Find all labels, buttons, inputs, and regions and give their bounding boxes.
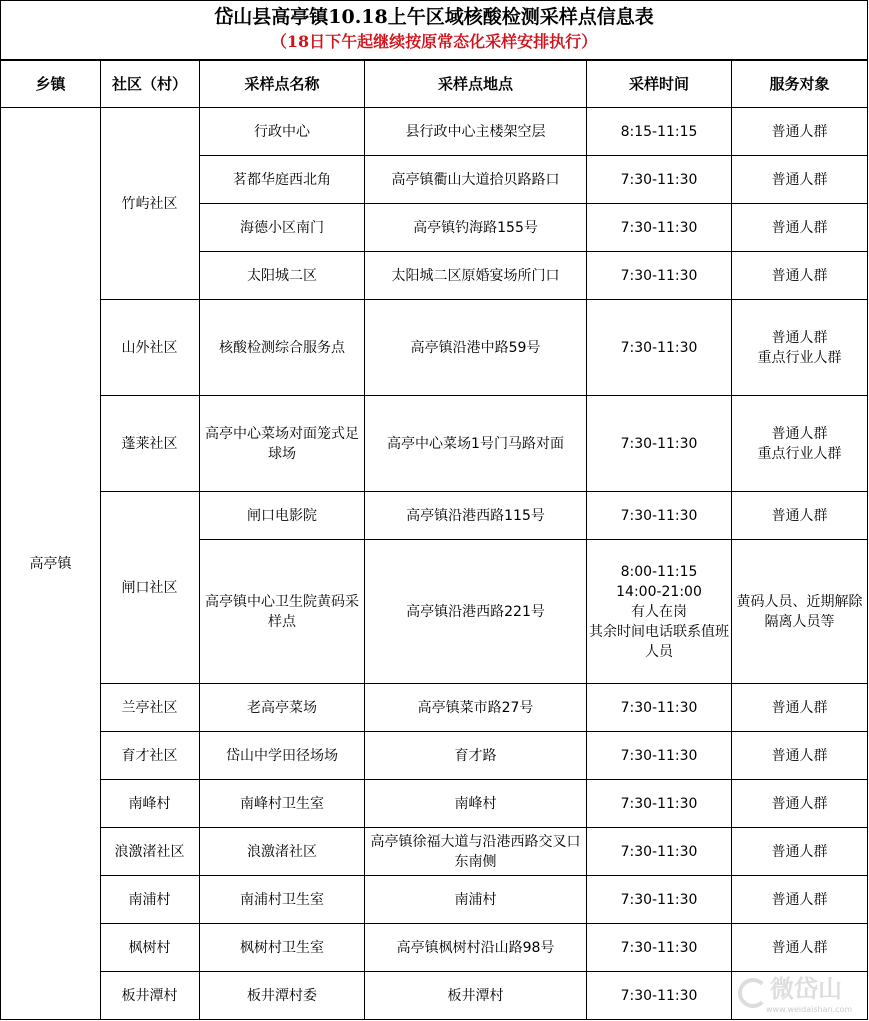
time-line: 7:30-11:30 xyxy=(620,339,698,356)
target-cell xyxy=(732,204,868,252)
community-cell: 兰亭社区 xyxy=(100,684,200,732)
time-cell xyxy=(587,204,732,252)
community-cell: 育才社区 xyxy=(100,732,200,780)
site-name-cell: 枫树村卫生室 xyxy=(200,924,365,972)
site-address-cell: 县行政中心主楼架空层 xyxy=(365,108,587,156)
target-cell xyxy=(732,780,868,828)
site-name-cell: 浪激渚社区 xyxy=(200,828,365,876)
time-cell xyxy=(587,972,732,1020)
time-line: 7:30-11:30 xyxy=(620,795,698,812)
target-line: 普通人群 xyxy=(771,329,828,346)
table-title: 岱山县高亭镇10.18上午区域核酸检测采样点信息表 xyxy=(214,6,654,28)
time-cell xyxy=(587,684,732,732)
time-cell xyxy=(587,924,732,972)
time-cell xyxy=(587,492,732,540)
town-cell: 高亭镇 xyxy=(0,108,101,1020)
site-name-cell: 茗都华庭西北角 xyxy=(200,156,365,204)
site-address-cell: 高亭镇沿港西路221号 xyxy=(365,540,587,684)
time-cell xyxy=(587,252,732,300)
target-line: 普通人群 xyxy=(771,171,828,188)
site-name-cell: 行政中心 xyxy=(200,108,365,156)
time-line: 7:30-11:30 xyxy=(620,987,698,1004)
target-line: 普通人群 xyxy=(771,425,828,442)
time-cell xyxy=(587,876,732,924)
target-cell xyxy=(732,828,868,876)
target-cell xyxy=(732,540,868,684)
site-address-cell: 高亭镇徐福大道与沿港西路交叉口东南侧 xyxy=(365,828,587,876)
target-cell xyxy=(732,732,868,780)
target-line: 普通人群 xyxy=(771,795,828,812)
title-cell xyxy=(0,0,868,61)
time-cell xyxy=(587,156,732,204)
site-address-cell: 高亭镇衢山大道拾贝路路口 xyxy=(365,156,587,204)
time-line: 7:30-11:30 xyxy=(620,843,698,860)
target-cell xyxy=(732,684,868,732)
time-line: 有人在岗 xyxy=(631,603,687,620)
target-line: 普通人群 xyxy=(771,507,828,524)
time-line: 7:30-11:30 xyxy=(620,267,698,284)
target-cell xyxy=(732,252,868,300)
target-line: 普通人群 xyxy=(771,219,828,236)
time-line: 7:30-11:30 xyxy=(620,507,698,524)
community-cell: 枫树村 xyxy=(100,924,200,972)
community-cell: 南浦村 xyxy=(100,876,200,924)
header-community: 社区（村） xyxy=(100,60,200,108)
header-target: 服务对象 xyxy=(732,60,868,108)
time-line: 14:00-21:00 xyxy=(616,583,702,600)
watermark-icon xyxy=(738,978,768,1008)
watermark-logo xyxy=(736,974,864,1018)
site-name-cell: 太阳城二区 xyxy=(200,252,365,300)
time-line: 7:30-11:30 xyxy=(620,435,698,452)
site-name-cell: 核酸检测综合服务点 xyxy=(200,300,365,396)
site-address-cell: 高亭镇沿港中路59号 xyxy=(365,300,587,396)
target-line: 普通人群 xyxy=(771,891,828,908)
time-cell xyxy=(587,732,732,780)
site-address-cell: 南浦村 xyxy=(365,876,587,924)
site-name-cell: 老高亭菜场 xyxy=(200,684,365,732)
site-address-cell: 高亭镇钓海路155号 xyxy=(365,204,587,252)
community-cell: 山外社区 xyxy=(100,300,200,396)
site-name-cell: 海德小区南门 xyxy=(200,204,365,252)
site-address-cell: 育才路 xyxy=(365,732,587,780)
site-name-cell: 高亭镇中心卫生院黄码采样点 xyxy=(200,540,365,684)
time-line: 8:00-11:15 xyxy=(620,563,698,580)
community-cell: 蓬莱社区 xyxy=(100,396,200,492)
target-line: 普通人群 xyxy=(771,747,828,764)
time-line: 7:30-11:30 xyxy=(620,171,698,188)
target-cell xyxy=(732,492,868,540)
site-name-cell: 闸口电影院 xyxy=(200,492,365,540)
time-line: 7:30-11:30 xyxy=(620,939,698,956)
site-address-cell: 高亭镇沿港西路115号 xyxy=(365,492,587,540)
watermark-name: 微岱山 xyxy=(770,975,842,1003)
target-line: 普通人群 xyxy=(771,843,828,860)
site-address-cell: 太阳城二区原婚宴场所门口 xyxy=(365,252,587,300)
target-cell xyxy=(732,396,868,492)
time-line: 其余时间电话联系值班人员 xyxy=(589,623,729,660)
site-name-cell: 南峰村卫生室 xyxy=(200,780,365,828)
header-time: 采样时间 xyxy=(587,60,732,108)
site-name-cell: 板井潭村委 xyxy=(200,972,365,1020)
time-line: 7:30-11:30 xyxy=(620,219,698,236)
site-address-cell: 高亭镇菜市路27号 xyxy=(365,684,587,732)
site-address-cell: 高亭中心菜场1号门马路对面 xyxy=(365,396,587,492)
time-line: 7:30-11:30 xyxy=(620,747,698,764)
site-name-cell: 高亭中心菜场对面笼式足球场 xyxy=(200,396,365,492)
time-cell xyxy=(587,540,732,684)
target-line: 普通人群 xyxy=(771,123,828,140)
site-name-cell: 南浦村卫生室 xyxy=(200,876,365,924)
community-cell: 浪激渚社区 xyxy=(100,828,200,876)
target-line: 重点行业人群 xyxy=(757,349,842,366)
community-cell: 竹屿社区 xyxy=(100,108,200,300)
community-cell: 闸口社区 xyxy=(100,492,200,684)
target-cell xyxy=(732,156,868,204)
header-site-address: 采样点地点 xyxy=(365,60,587,108)
time-line: 7:30-11:30 xyxy=(620,891,698,908)
target-line: 普通人群 xyxy=(771,267,828,284)
target-cell xyxy=(732,924,868,972)
target-cell xyxy=(732,876,868,924)
site-address-cell: 高亭镇枫树村沿山路98号 xyxy=(365,924,587,972)
time-cell xyxy=(587,300,732,396)
target-cell xyxy=(732,300,868,396)
time-cell xyxy=(587,828,732,876)
community-cell: 板井潭村 xyxy=(100,972,200,1020)
time-cell xyxy=(587,108,732,156)
time-line: 7:30-11:30 xyxy=(620,699,698,716)
header-town: 乡镇 xyxy=(0,60,101,108)
watermark-url: www.weidaishan.com xyxy=(766,1005,853,1014)
community-cell: 南峰村 xyxy=(100,780,200,828)
header-site-name: 采样点名称 xyxy=(200,60,365,108)
site-name-cell: 岱山中学田径场场 xyxy=(200,732,365,780)
target-line: 黄码人员、近期解除隔离人员等 xyxy=(736,593,863,630)
target-cell xyxy=(732,108,868,156)
table-subtitle: （18日下午起继续按原常态化采样安排执行） xyxy=(270,32,598,51)
site-address-cell: 南峰村 xyxy=(365,780,587,828)
time-cell xyxy=(587,396,732,492)
target-line: 重点行业人群 xyxy=(757,445,842,462)
target-line: 普通人群 xyxy=(771,699,828,716)
time-cell xyxy=(587,780,732,828)
time-line: 8:15-11:15 xyxy=(620,123,698,140)
target-line: 普通人群 xyxy=(771,939,828,956)
site-address-cell: 板井潭村 xyxy=(365,972,587,1020)
